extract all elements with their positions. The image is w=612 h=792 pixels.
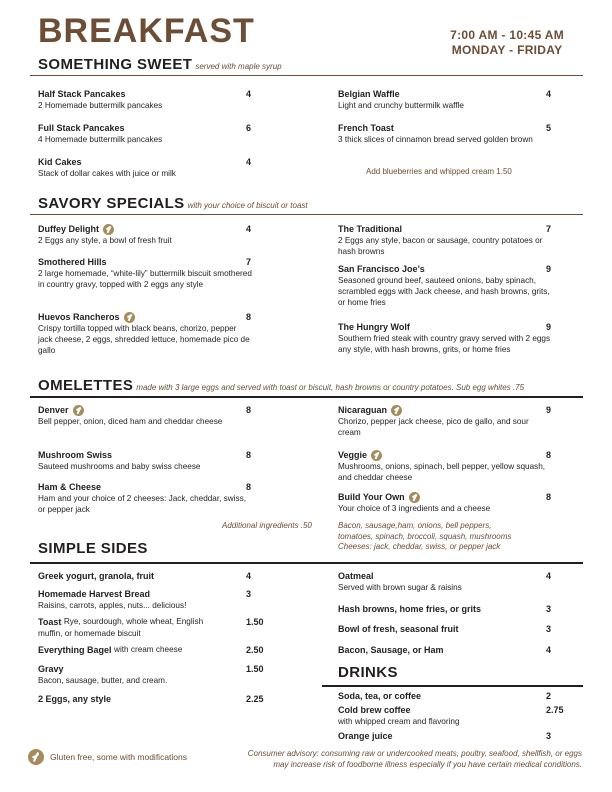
ingredient-line: tomatoes, spinach, broccoli, squash, mushrooms xyxy=(338,531,512,541)
item-desc: Bacon, sausage, butter, and cream. xyxy=(38,676,168,685)
menu-item xyxy=(338,690,583,702)
item-desc: Ham and your choice of 2 cheeses: Jack, cheddar, swiss, or pepper jack xyxy=(38,494,246,514)
menu-item xyxy=(38,88,283,111)
section-note: made with 3 large eggs and served with toast or biscuit, hash browns or country potatoes. Sub egg whites .75 xyxy=(136,383,525,392)
item-name: Hash browns, home fries, or grits xyxy=(338,604,482,614)
gluten-free-icon xyxy=(409,492,420,503)
gluten-free-icon xyxy=(73,405,84,416)
item-name-text: Denver xyxy=(38,405,69,415)
item-name-text: Veggie xyxy=(338,450,368,460)
item-name: Oatmeal xyxy=(338,571,374,581)
section-divider xyxy=(30,214,583,215)
hours-block xyxy=(450,28,564,58)
item-desc: Southern fried steak with country gravy served with 2 eggs any style, with hash browns, grits, or home fries xyxy=(338,334,551,354)
item-name: Homemade Harvest Bread xyxy=(38,589,151,599)
menu-item xyxy=(338,122,583,145)
item-price: 2 xyxy=(546,691,552,701)
menu-item xyxy=(338,321,583,355)
item-name: Full Stack Pancakes xyxy=(38,123,125,133)
item-price: 6 xyxy=(246,123,252,133)
ingredient-line: Bacon, sausage,ham, onions, bell peppers, xyxy=(338,521,492,530)
item-price: 5 xyxy=(546,123,552,133)
section-title-text: SIMPLE SIDES xyxy=(38,540,148,557)
section-divider xyxy=(30,396,583,398)
item-name-text: Everything Bagel xyxy=(38,645,112,655)
menu-item xyxy=(338,449,583,483)
item-price: 9 xyxy=(546,322,552,332)
item-name-text: Build Your Own xyxy=(338,492,405,502)
section-title-text: OMELETTES xyxy=(38,377,134,394)
section-title-sweet xyxy=(38,56,282,73)
item-desc: Served with brown sugar & raisins xyxy=(338,583,462,592)
menu-item xyxy=(38,693,283,705)
menu-item xyxy=(38,663,283,686)
item-name: The Hungry Wolf xyxy=(338,322,410,332)
item-price: 1.50 xyxy=(246,664,264,674)
menu-item xyxy=(38,449,283,472)
additional-ingredients-note: Additional ingredients .50 xyxy=(222,521,312,530)
item-price: 8 xyxy=(546,492,552,502)
section-note: with your choice of biscuit or toast xyxy=(187,201,308,210)
gluten-free-icon xyxy=(124,312,135,323)
item-inline-desc: with cream cheese xyxy=(114,645,183,654)
item-price: 4 xyxy=(546,89,552,99)
item-desc: Seasoned ground beef, sauteed onions, baby spinach, scrambled eggs with Jack cheese, and hash browns, grits, or home fries xyxy=(338,276,550,307)
advisory-line: may increase risk of foodborne illness especially if you have certain medical conditions. xyxy=(273,760,582,769)
item-price: 4 xyxy=(246,157,252,167)
item-desc: with whipped cream and flavoring xyxy=(338,717,460,726)
item-price: 2.50 xyxy=(246,645,264,655)
item-name: Bowl of fresh, seasonal fruit xyxy=(338,624,459,634)
menu-item xyxy=(338,704,583,727)
gluten-free-icon xyxy=(371,450,382,461)
item-name: Soda, tea, or coffee xyxy=(338,691,422,701)
item-desc: Light and crunchy buttermilk waffle xyxy=(338,101,464,110)
item-name: The Traditional xyxy=(338,224,403,234)
item-name: Belgian Waffle xyxy=(338,89,400,99)
item-name-text: Duffey Delight xyxy=(38,224,100,234)
addon-note: Add blueberries and whipped cream 1.50 xyxy=(366,167,512,176)
page-title: BREAKFAST xyxy=(38,12,255,50)
item-price: 1.50 xyxy=(246,617,264,627)
item-price: 8 xyxy=(246,312,252,322)
item-name: Mushroom Swiss xyxy=(38,450,113,460)
item-desc: 3 thick slices of cinnamon bread served golden brown xyxy=(338,135,533,144)
item-price: 3 xyxy=(546,624,552,634)
menu-item xyxy=(338,223,583,257)
item-desc: 2 large homemade, “white-lily” buttermilk biscuit smothered in country gravy, topped with 2 eggs any style xyxy=(38,269,252,289)
section-title-savory xyxy=(38,195,308,212)
gluten-free-legend-text: Gluten free, some with modifications xyxy=(50,752,188,762)
item-desc: Raisins, carrots, apples, nuts... delicious! xyxy=(38,601,187,610)
item-price: 4 xyxy=(546,645,552,655)
gluten-free-legend xyxy=(28,749,187,765)
menu-item xyxy=(338,623,583,635)
section-title-text: SAVORY SPECIALS xyxy=(38,195,185,212)
section-note: served with maple syrup xyxy=(195,62,282,71)
item-desc: Mushrooms, onions, spinach, bell pepper, yellow squash, and cheddar cheese xyxy=(338,462,546,482)
item-name: Cold brew coffee xyxy=(338,705,411,715)
item-price: 3 xyxy=(546,604,552,614)
item-price: 9 xyxy=(546,264,552,274)
item-desc: Chorizo, pepper jack cheese, pico de gallo, and sour cream xyxy=(338,417,529,437)
item-inline-desc: Rye, sourdough, whole wheat, English xyxy=(63,617,204,626)
item-name: Bacon, Sausage, or Ham xyxy=(338,645,444,655)
menu-item xyxy=(38,481,283,515)
item-price: 4 xyxy=(246,224,252,234)
section-title-omelettes xyxy=(38,377,524,394)
item-price: 3 xyxy=(246,589,252,599)
item-name: Gravy xyxy=(38,664,64,674)
menu-item xyxy=(338,491,583,514)
item-desc: Your choice of 3 ingredients and a cheese xyxy=(338,504,491,513)
consumer-advisory xyxy=(212,748,582,770)
menu-item xyxy=(338,644,583,656)
menu-item xyxy=(38,644,283,656)
item-name-text: Huevos Rancheros xyxy=(38,312,120,322)
item-name: 2 Eggs, any style xyxy=(38,694,112,704)
item-price: 2.25 xyxy=(246,694,264,704)
item-price: 8 xyxy=(246,405,252,415)
item-desc: Sauteed mushrooms and baby swiss cheese xyxy=(38,462,201,471)
menu-item xyxy=(338,263,583,308)
item-desc: muffin, or homemade biscuit xyxy=(38,629,141,638)
menu-item xyxy=(38,616,283,639)
item-name: Greek yogurt, granola, fruit xyxy=(38,571,155,581)
item-price: 3 xyxy=(546,731,552,741)
item-name: French Toast xyxy=(338,123,394,133)
item-desc: Stack of dollar cakes with juice or milk xyxy=(38,169,176,178)
item-price: 8 xyxy=(546,450,552,460)
menu-item xyxy=(38,256,283,290)
item-price: 4 xyxy=(246,571,252,581)
item-desc: 2 Eggs any style, bacon or sausage, country potatoes or hash browns xyxy=(338,236,543,256)
gluten-free-icon xyxy=(391,405,402,416)
menu-item xyxy=(338,570,583,593)
item-desc: 2 Homemade buttermilk pancakes xyxy=(38,101,163,110)
menu-item xyxy=(38,588,283,611)
section-title-drinks xyxy=(338,664,398,681)
menu-item xyxy=(38,404,283,427)
gluten-free-icon xyxy=(28,749,44,765)
item-desc: 4 Homemade buttermilk pancakes xyxy=(38,135,163,144)
item-price: 2.75 xyxy=(546,705,564,715)
menu-item xyxy=(38,311,283,356)
item-price: 4 xyxy=(546,571,552,581)
item-price: 8 xyxy=(246,450,252,460)
item-price: 7 xyxy=(546,224,552,234)
menu-item xyxy=(338,88,583,111)
item-name: San Francisco Joe’s xyxy=(338,264,425,274)
item-price: 4 xyxy=(246,89,252,99)
section-title-text: DRINKS xyxy=(338,664,398,681)
item-name: Smothered Hills xyxy=(38,257,107,267)
hours-days: MONDAY - FRIDAY xyxy=(451,43,563,57)
item-name-text: Nicaraguan xyxy=(338,405,388,415)
menu-item xyxy=(338,730,583,742)
item-name: Orange juice xyxy=(338,731,393,741)
section-title-sides xyxy=(38,540,148,557)
item-price: 9 xyxy=(546,405,552,415)
item-price: 8 xyxy=(246,482,252,492)
item-desc: 2 Eggs any style, a bowl of fresh fruit xyxy=(38,236,172,245)
section-divider xyxy=(322,685,583,687)
menu-item xyxy=(338,603,583,615)
menu-item xyxy=(338,404,583,438)
item-name-text: Toast xyxy=(38,617,62,627)
section-divider xyxy=(30,75,583,76)
menu-item xyxy=(38,570,283,582)
item-desc: Crispy tortilla topped with black beans, chorizo, pepper jack cheese, 2 eggs, shredded lettuce, homemade pico de gallo xyxy=(38,324,250,355)
section-title-text: SOMETHING SWEET xyxy=(38,56,193,73)
gluten-free-icon xyxy=(103,224,114,235)
ingredient-line: Cheeses: jack, cheddar, swiss, or pepper jack xyxy=(338,542,501,551)
ingredient-options xyxy=(338,521,511,553)
section-divider xyxy=(30,562,583,564)
item-name: Kid Cakes xyxy=(38,157,82,167)
hours-time: 7:00 AM - 10:45 AM xyxy=(450,28,564,42)
item-desc: Bell pepper, onion, diced ham and cheddar cheese xyxy=(38,417,223,426)
item-price: 7 xyxy=(246,257,252,267)
menu-item xyxy=(38,122,283,145)
item-name: Ham & Cheese xyxy=(38,482,102,492)
item-name: Half Stack Pancakes xyxy=(38,89,126,99)
advisory-line: Consumer advisory: consuming raw or undercooked meats, poultry, seafood, shellfish, or eggs xyxy=(247,749,582,758)
menu-item xyxy=(38,156,283,179)
menu-item xyxy=(38,223,283,246)
